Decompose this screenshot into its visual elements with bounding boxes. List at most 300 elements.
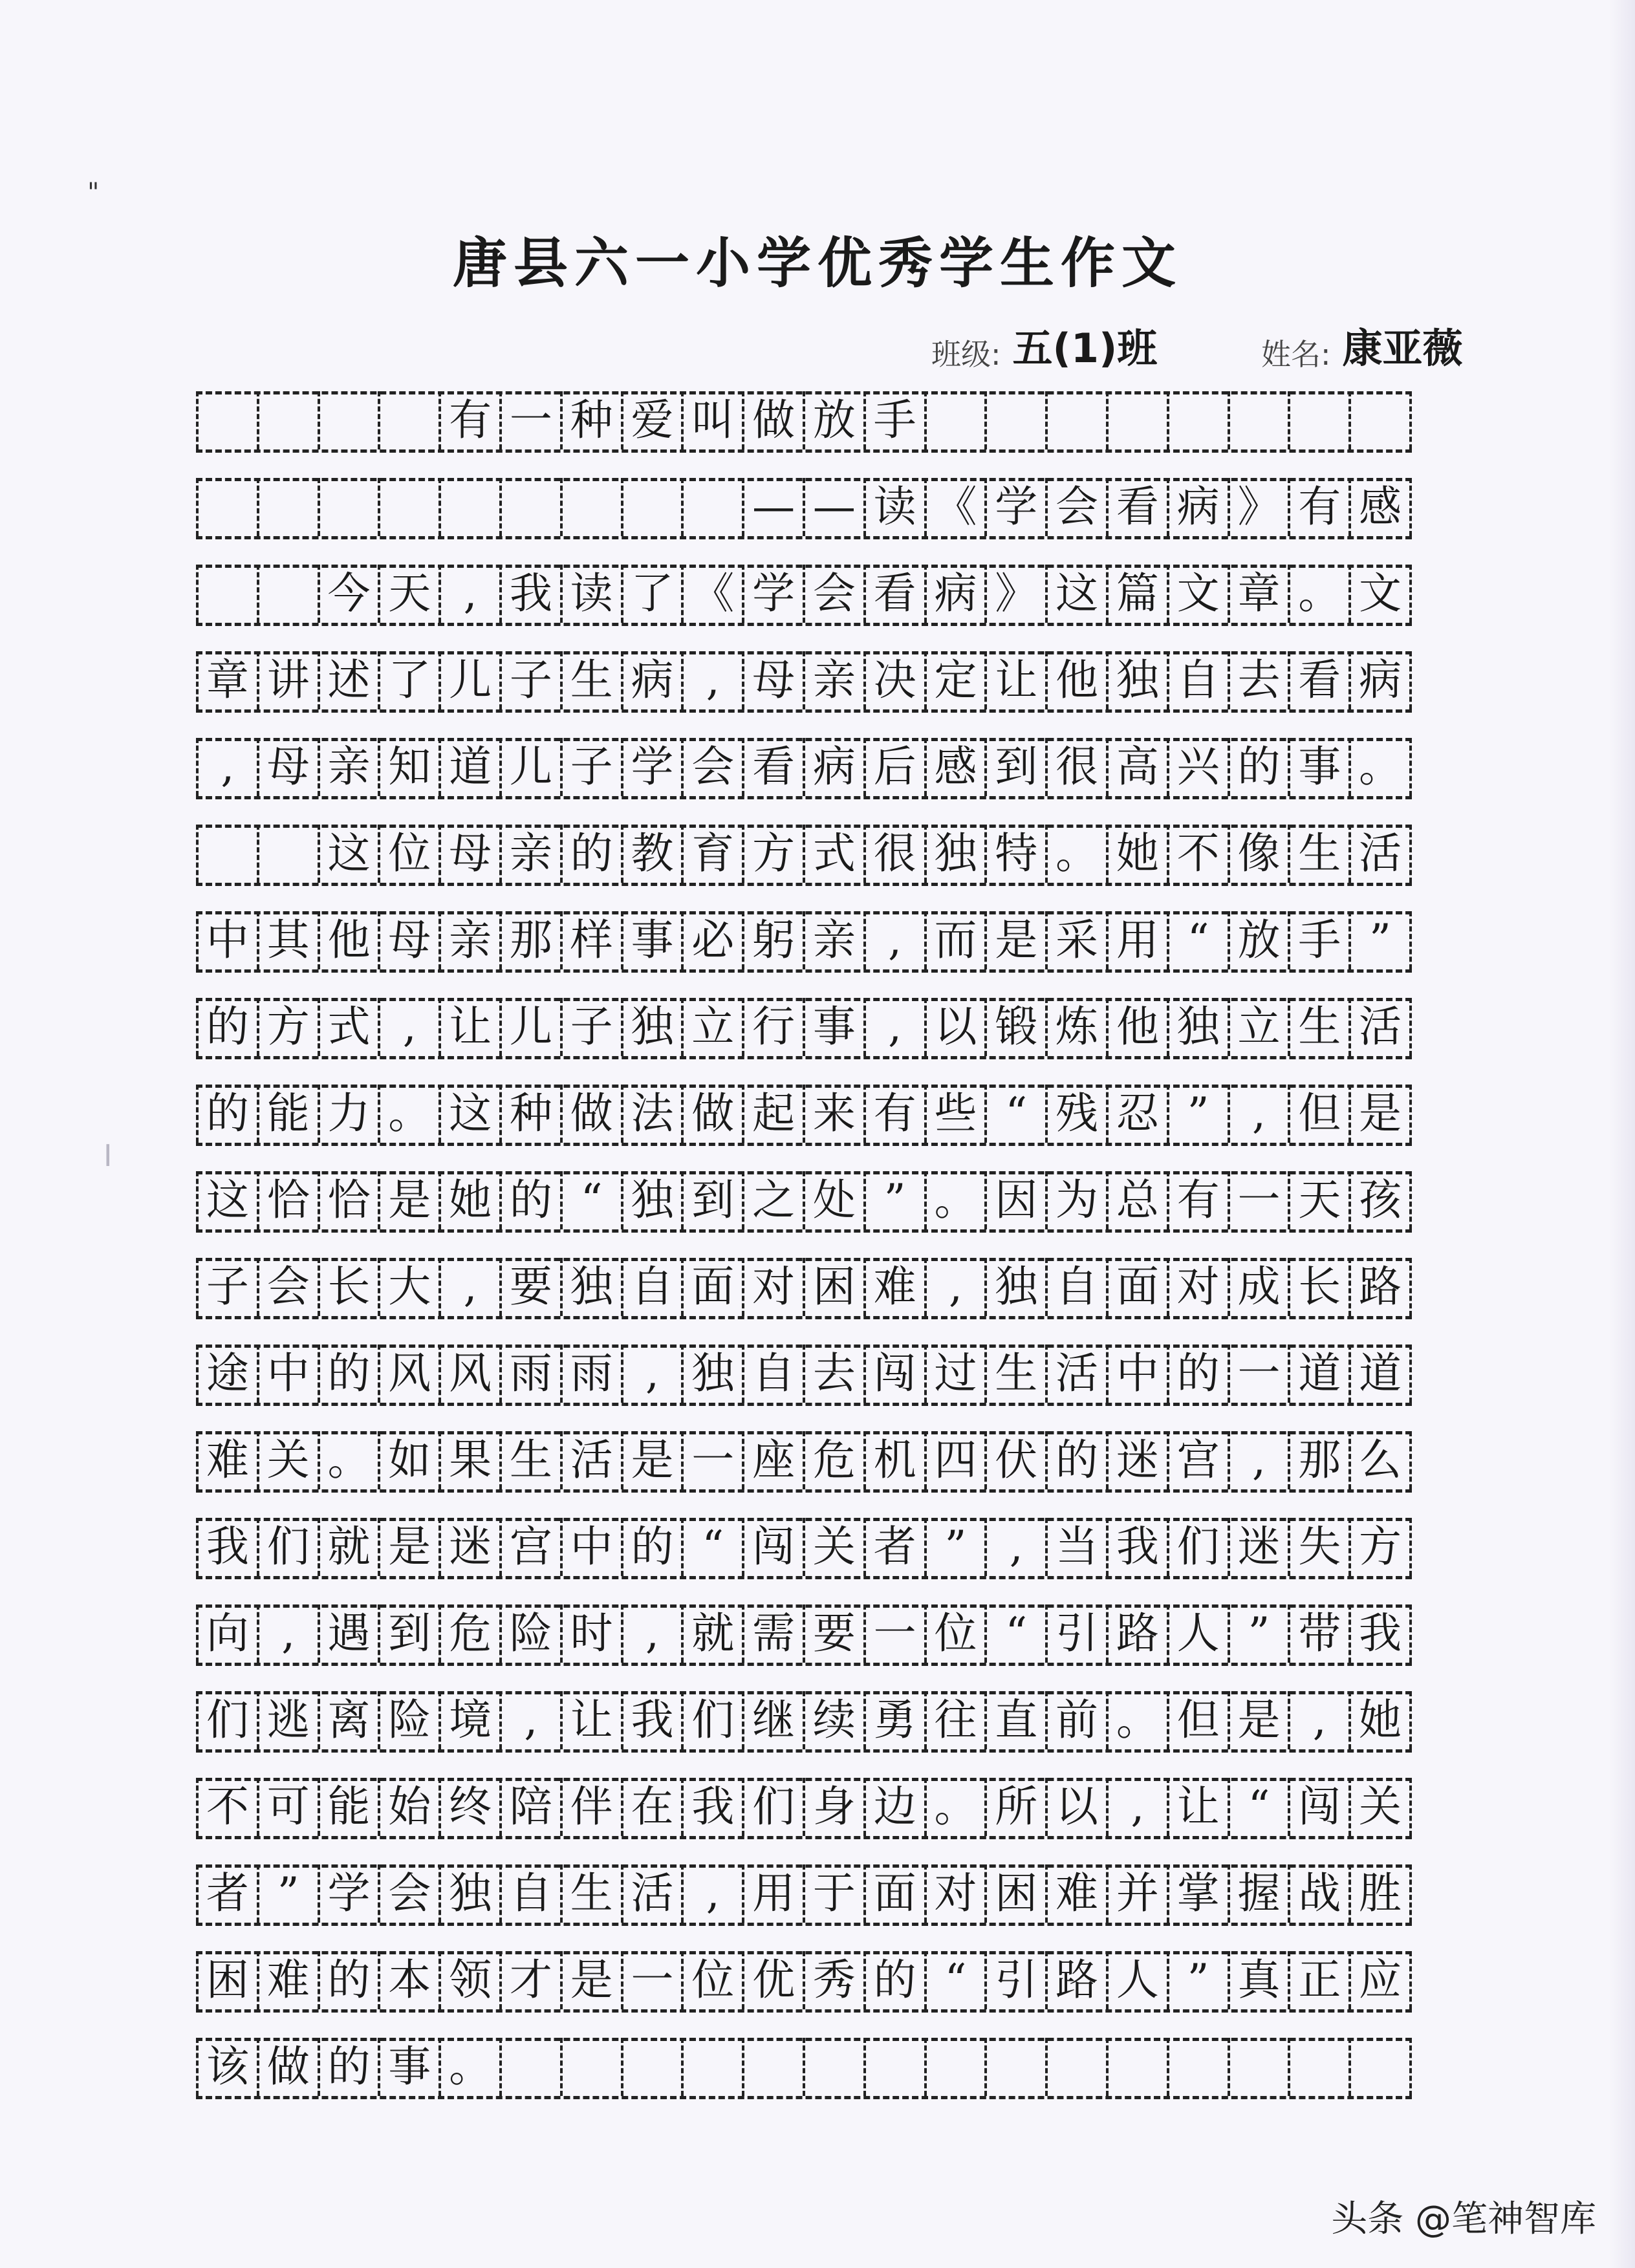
grid-cell: 逃 <box>257 1691 318 1749</box>
grid-cell: 放 <box>1228 911 1288 969</box>
grid-cell: 让 <box>439 998 499 1056</box>
grid-cell: 引 <box>1045 1604 1106 1663</box>
grid-cell: 正 <box>1288 1951 1348 2009</box>
grid-cell: 该 <box>196 2038 257 2096</box>
grid-cell <box>318 478 378 536</box>
grid-cell: 是 <box>560 1951 621 2009</box>
grid-cell: 《 <box>681 565 742 623</box>
grid-cell: , <box>863 911 924 969</box>
grid-cell: 事 <box>621 911 682 969</box>
grid-cell: 自 <box>742 1345 803 1403</box>
grid-cell: 可 <box>257 1778 318 1836</box>
grid-cell: 行 <box>742 998 803 1056</box>
grid-cell: ” <box>1167 1085 1228 1143</box>
grid-cell: 前 <box>1045 1691 1106 1749</box>
grid-cell: 关 <box>1348 1778 1412 1836</box>
grid-cell: 们 <box>257 1518 318 1576</box>
grid-cell: 我 <box>621 1691 682 1749</box>
grid-cell: 面 <box>681 1258 742 1316</box>
grid-cell: 力 <box>318 1085 378 1143</box>
grid-cell: 学 <box>742 565 803 623</box>
grid-cell: 儿 <box>439 651 499 709</box>
grid-cell <box>257 391 318 449</box>
grid-cell <box>560 478 621 536</box>
grid-cell: 活 <box>1348 998 1412 1056</box>
grid-cell <box>1228 2038 1288 2096</box>
grid-cell: 到 <box>378 1604 439 1663</box>
grid-cell: 些 <box>924 1085 985 1143</box>
grid-cell: 亲 <box>439 911 499 969</box>
grid-cell: 有 <box>1288 478 1348 536</box>
grid-cell: 她 <box>1348 1691 1412 1749</box>
grid-row <box>196 1431 1412 1518</box>
grid-cell: 特 <box>984 825 1045 883</box>
grid-cell: , <box>924 1258 985 1316</box>
grid-row <box>196 1951 1412 2038</box>
grid-cell: 能 <box>257 1085 318 1143</box>
grid-cell: 但 <box>1288 1085 1348 1143</box>
grid-cell: 起 <box>742 1085 803 1143</box>
grid-cell <box>439 478 499 536</box>
grid-cell: 一 <box>1228 1345 1288 1403</box>
grid-cell: 掌 <box>1167 1864 1228 1923</box>
grid-cell: 躬 <box>742 911 803 969</box>
grid-cell <box>681 478 742 536</box>
grid-cell <box>196 478 257 536</box>
grid-cell: 处 <box>803 1171 863 1229</box>
grid-cell: 一 <box>681 1431 742 1489</box>
grid-cell: 独 <box>621 998 682 1056</box>
grid-cell: 果 <box>439 1431 499 1489</box>
grid-cell: 途 <box>196 1345 257 1403</box>
grid-cell <box>621 2038 682 2096</box>
grid-cell: 病 <box>1348 651 1412 709</box>
grid-cell: 向 <box>196 1604 257 1663</box>
grid-cell: 病 <box>621 651 682 709</box>
grid-cell: 用 <box>742 1864 803 1923</box>
grid-cell: , <box>621 1604 682 1663</box>
margin-pencil-mark: I <box>103 1138 113 1173</box>
grid-cell: 成 <box>1228 1258 1288 1316</box>
grid-cell: 长 <box>1288 1258 1348 1316</box>
grid-cell: 是 <box>984 911 1045 969</box>
grid-cell: , <box>378 998 439 1056</box>
grid-cell: 面 <box>1106 1258 1167 1316</box>
grid-cell: 病 <box>1167 478 1228 536</box>
grid-cell: 自 <box>621 1258 682 1316</box>
grid-cell: 险 <box>499 1604 560 1663</box>
grid-cell: 去 <box>803 1345 863 1403</box>
grid-row <box>196 1691 1412 1778</box>
grid-row <box>196 565 1412 651</box>
grid-cell: 是 <box>1228 1691 1288 1749</box>
grid-cell: 而 <box>924 911 985 969</box>
grid-cell: 这 <box>318 825 378 883</box>
grid-cell: 这 <box>1045 565 1106 623</box>
grid-row <box>196 391 1412 478</box>
grid-cell: 的 <box>1167 1345 1228 1403</box>
grid-cell: , <box>621 1345 682 1403</box>
grid-cell: 直 <box>984 1691 1045 1749</box>
grid-cell: 今 <box>318 565 378 623</box>
grid-cell: 困 <box>803 1258 863 1316</box>
grid-cell: 秀 <box>803 1951 863 2009</box>
grid-cell: 续 <box>803 1691 863 1749</box>
grid-cell: 像 <box>1228 825 1288 883</box>
grid-cell: 我 <box>196 1518 257 1576</box>
grid-cell: 独 <box>560 1258 621 1316</box>
grid-cell: 后 <box>863 738 924 796</box>
grid-cell: 放 <box>803 391 863 449</box>
grid-cell: 亲 <box>499 825 560 883</box>
grid-cell: 离 <box>318 1691 378 1749</box>
grid-cell <box>984 2038 1045 2096</box>
grid-cell: 是 <box>378 1518 439 1576</box>
grid-cell: 人 <box>1167 1604 1228 1663</box>
grid-cell: 宫 <box>499 1518 560 1576</box>
grid-cell: 雨 <box>560 1345 621 1403</box>
grid-cell: 独 <box>984 1258 1045 1316</box>
grid-cell: 于 <box>803 1864 863 1923</box>
grid-cell: 自 <box>1167 651 1228 709</box>
grid-cell: 的 <box>863 1951 924 2009</box>
grid-cell: 困 <box>984 1864 1045 1923</box>
grid-cell: 的 <box>196 1085 257 1143</box>
grid-cell: 生 <box>560 1864 621 1923</box>
grid-row <box>196 998 1412 1085</box>
grid-cell <box>499 478 560 536</box>
grid-cell <box>378 478 439 536</box>
grid-cell: 大 <box>378 1258 439 1316</box>
grid-cell: 很 <box>863 825 924 883</box>
grid-cell: 。 <box>924 1171 985 1229</box>
grid-cell: 看 <box>1288 651 1348 709</box>
grid-cell: 是 <box>378 1171 439 1229</box>
grid-cell: 会 <box>257 1258 318 1316</box>
grid-cell: 让 <box>1167 1778 1228 1836</box>
grid-cell <box>378 391 439 449</box>
grid-cell <box>1045 2038 1106 2096</box>
grid-cell: 有 <box>863 1085 924 1143</box>
grid-cell: — <box>803 478 863 536</box>
grid-cell: ” <box>257 1864 318 1923</box>
grid-cell: 定 <box>924 651 985 709</box>
grid-cell: 险 <box>378 1691 439 1749</box>
grid-cell: 在 <box>621 1778 682 1836</box>
grid-cell: ” <box>863 1171 924 1229</box>
grid-cell <box>196 565 257 623</box>
grid-cell: 伴 <box>560 1778 621 1836</box>
grid-row <box>196 478 1412 565</box>
grid-cell: 让 <box>560 1691 621 1749</box>
grid-cell: 知 <box>378 738 439 796</box>
grid-cell: 决 <box>863 651 924 709</box>
grid-cell: 要 <box>499 1258 560 1316</box>
grid-cell: 爱 <box>621 391 682 449</box>
grid-cell: 对 <box>742 1258 803 1316</box>
grid-cell: 有 <box>1167 1171 1228 1229</box>
grid-cell: 事 <box>378 2038 439 2096</box>
grid-cell: 事 <box>1288 738 1348 796</box>
grid-cell: 锻 <box>984 998 1045 1056</box>
grid-cell: 述 <box>318 651 378 709</box>
grid-cell: 当 <box>1045 1518 1106 1576</box>
grid-cell: 这 <box>439 1085 499 1143</box>
grid-cell: 身 <box>803 1778 863 1836</box>
grid-cell: 会 <box>803 565 863 623</box>
grid-cell: ” <box>924 1518 985 1576</box>
grid-cell: , <box>984 1518 1045 1576</box>
grid-cell: 面 <box>863 1864 924 1923</box>
grid-cell: 关 <box>803 1518 863 1576</box>
grid-cell: 带 <box>1288 1604 1348 1663</box>
grid-cell: 迷 <box>1106 1431 1167 1489</box>
grid-cell: , <box>439 1258 499 1316</box>
grid-cell: 之 <box>742 1171 803 1229</box>
grid-row <box>196 2038 1412 2124</box>
grid-cell: 领 <box>439 1951 499 2009</box>
grid-cell: 独 <box>621 1171 682 1229</box>
grid-cell <box>924 2038 985 2096</box>
grid-cell: 如 <box>378 1431 439 1489</box>
grid-cell: 自 <box>499 1864 560 1923</box>
grid-row <box>196 1171 1412 1258</box>
grid-cell: 就 <box>681 1604 742 1663</box>
grid-cell <box>196 825 257 883</box>
grid-cell: 式 <box>318 998 378 1056</box>
grid-row <box>196 1258 1412 1345</box>
grid-cell: 种 <box>499 1085 560 1143</box>
grid-cell: 看 <box>742 738 803 796</box>
grid-cell: 胜 <box>1348 1864 1412 1923</box>
grid-cell: 不 <box>196 1778 257 1836</box>
grid-cell: 难 <box>257 1951 318 2009</box>
grid-cell: 一 <box>621 1951 682 2009</box>
grid-cell <box>1288 391 1348 449</box>
scan-edge <box>1609 0 1635 2268</box>
grid-cell: “ <box>560 1171 621 1229</box>
grid-cell: 的 <box>196 998 257 1056</box>
corner-mark: " <box>87 178 100 208</box>
grid-cell: 学 <box>318 1864 378 1923</box>
grid-cell: 优 <box>742 1951 803 2009</box>
grid-cell: 了 <box>378 651 439 709</box>
grid-cell <box>560 2038 621 2096</box>
composition-grid <box>196 391 1412 2124</box>
grid-cell: 人 <box>1106 1951 1167 2009</box>
grid-cell: 病 <box>803 738 863 796</box>
grid-cell: 时 <box>560 1604 621 1663</box>
grid-cell: 座 <box>742 1431 803 1489</box>
grid-cell: 种 <box>560 391 621 449</box>
grid-cell: 让 <box>984 651 1045 709</box>
grid-row <box>196 825 1412 911</box>
grid-cell: 生 <box>1288 998 1348 1056</box>
grid-cell: 子 <box>196 1258 257 1316</box>
grid-cell: 么 <box>1348 1431 1412 1489</box>
grid-cell <box>924 391 985 449</box>
grid-cell: 雨 <box>499 1345 560 1403</box>
grid-cell: 对 <box>1167 1258 1228 1316</box>
grid-cell: 中 <box>560 1518 621 1576</box>
grid-cell: 看 <box>863 565 924 623</box>
grid-cell: 其 <box>257 911 318 969</box>
grid-cell: 这 <box>196 1171 257 1229</box>
grid-cell: 们 <box>742 1778 803 1836</box>
grid-cell: 残 <box>1045 1085 1106 1143</box>
grid-cell: 以 <box>1045 1778 1106 1836</box>
grid-cell: 能 <box>318 1778 378 1836</box>
grid-cell: 会 <box>378 1864 439 1923</box>
grid-cell: 危 <box>439 1604 499 1663</box>
grid-cell: “ <box>924 1951 985 2009</box>
grid-cell: , <box>1228 1085 1288 1143</box>
grid-cell: 者 <box>863 1518 924 1576</box>
grid-cell: 位 <box>378 825 439 883</box>
grid-cell: 战 <box>1288 1864 1348 1923</box>
grid-cell: 他 <box>318 911 378 969</box>
grid-cell: 难 <box>196 1431 257 1489</box>
grid-cell: ” <box>1228 1604 1288 1663</box>
grid-cell: 困 <box>196 1951 257 2009</box>
grid-cell: 遇 <box>318 1604 378 1663</box>
grid-cell: 风 <box>439 1345 499 1403</box>
grid-cell: 独 <box>1167 998 1228 1056</box>
grid-row <box>196 1778 1412 1864</box>
grid-cell: 迷 <box>1228 1518 1288 1576</box>
grid-cell: 中 <box>1106 1345 1167 1403</box>
grid-cell: 道 <box>1288 1345 1348 1403</box>
grid-cell <box>1167 391 1228 449</box>
grid-cell: 独 <box>439 1864 499 1923</box>
grid-cell <box>257 478 318 536</box>
grid-cell: 关 <box>257 1431 318 1489</box>
grid-cell: 路 <box>1106 1604 1167 1663</box>
grid-cell: 立 <box>681 998 742 1056</box>
grid-cell: 篇 <box>1106 565 1167 623</box>
grid-cell: 本 <box>378 1951 439 2009</box>
grid-cell: 子 <box>560 738 621 796</box>
name-info <box>1261 309 1463 374</box>
grid-cell: 我 <box>1106 1518 1167 1576</box>
grid-cell: 四 <box>924 1431 985 1489</box>
grid-cell: 迷 <box>439 1518 499 1576</box>
grid-cell: 真 <box>1228 1951 1288 2009</box>
grid-cell: 活 <box>621 1864 682 1923</box>
grid-cell: 学 <box>621 738 682 796</box>
grid-cell: 那 <box>1288 1431 1348 1489</box>
grid-cell: 道 <box>1348 1345 1412 1403</box>
grid-cell: 们 <box>196 1691 257 1749</box>
grid-cell: 们 <box>1167 1518 1228 1576</box>
grid-cell: 难 <box>863 1258 924 1316</box>
page-title: 唐县六一小学优秀学生作文 <box>452 231 1182 295</box>
grid-row <box>196 911 1412 998</box>
grid-cell: 危 <box>803 1431 863 1489</box>
grid-cell: 手 <box>863 391 924 449</box>
grid-cell <box>621 478 682 536</box>
grid-cell: 来 <box>803 1085 863 1143</box>
grid-cell: 的 <box>318 2038 378 2096</box>
grid-cell <box>803 2038 863 2096</box>
grid-cell: 不 <box>1167 825 1228 883</box>
grid-cell: 天 <box>378 565 439 623</box>
grid-cell: 独 <box>681 1345 742 1403</box>
grid-cell <box>681 2038 742 2096</box>
grid-cell: 的 <box>318 1345 378 1403</box>
grid-cell: , <box>1288 1691 1348 1749</box>
grid-cell: 者 <box>196 1864 257 1923</box>
grid-cell: , <box>681 1864 742 1923</box>
grid-cell: 做 <box>742 391 803 449</box>
grid-cell: 往 <box>924 1691 985 1749</box>
grid-cell: , <box>257 1604 318 1663</box>
grid-cell: 应 <box>1348 1951 1412 2009</box>
grid-cell: 恰 <box>257 1171 318 1229</box>
grid-cell: 我 <box>1348 1604 1412 1663</box>
grid-cell: 中 <box>257 1345 318 1403</box>
grid-cell: 会 <box>681 738 742 796</box>
grid-row <box>196 738 1412 825</box>
grid-cell: 孩 <box>1348 1171 1412 1229</box>
grid-cell: , <box>499 1691 560 1749</box>
grid-cell: 陪 <box>499 1778 560 1836</box>
grid-cell: 所 <box>984 1778 1045 1836</box>
grid-cell: 独 <box>1106 651 1167 709</box>
grid-cell: 炼 <box>1045 998 1106 1056</box>
grid-cell: 必 <box>681 911 742 969</box>
grid-cell: 始 <box>378 1778 439 1836</box>
grid-cell: 失 <box>1288 1518 1348 1576</box>
grid-cell: — <box>742 478 803 536</box>
grid-cell: 路 <box>1045 1951 1106 2009</box>
grid-cell: 闯 <box>742 1518 803 1576</box>
grid-cell: 的 <box>318 1951 378 2009</box>
grid-cell: 。 <box>1288 565 1348 623</box>
grid-cell: 子 <box>499 651 560 709</box>
grid-cell: 看 <box>1106 478 1167 536</box>
grid-cell: 终 <box>439 1778 499 1836</box>
grid-cell: 生 <box>499 1431 560 1489</box>
grid-cell <box>196 391 257 449</box>
grid-cell: , <box>439 565 499 623</box>
grid-cell: 讲 <box>257 651 318 709</box>
grid-cell: 就 <box>318 1518 378 1576</box>
grid-cell: 方 <box>742 825 803 883</box>
grid-cell: 那 <box>499 911 560 969</box>
grid-cell: 病 <box>924 565 985 623</box>
grid-cell: 亲 <box>803 651 863 709</box>
grid-cell: 学 <box>984 478 1045 536</box>
grid-cell: 做 <box>560 1085 621 1143</box>
grid-cell: 的 <box>499 1171 560 1229</box>
grid-cell: 很 <box>1045 738 1106 796</box>
grid-cell: 天 <box>1288 1171 1348 1229</box>
grid-cell: , <box>863 998 924 1056</box>
grid-cell: 有 <box>439 391 499 449</box>
grid-cell: 》 <box>1228 478 1288 536</box>
grid-cell: 以 <box>924 998 985 1056</box>
grid-cell: 恰 <box>318 1171 378 1229</box>
grid-cell: 样 <box>560 911 621 969</box>
grid-cell: 要 <box>803 1604 863 1663</box>
grid-cell: 独 <box>924 825 985 883</box>
grid-cell: 的 <box>1045 1431 1106 1489</box>
grid-cell: 手 <box>1288 911 1348 969</box>
grid-cell: 一 <box>499 391 560 449</box>
grid-cell: 是 <box>1348 1085 1412 1143</box>
grid-cell: 育 <box>681 825 742 883</box>
